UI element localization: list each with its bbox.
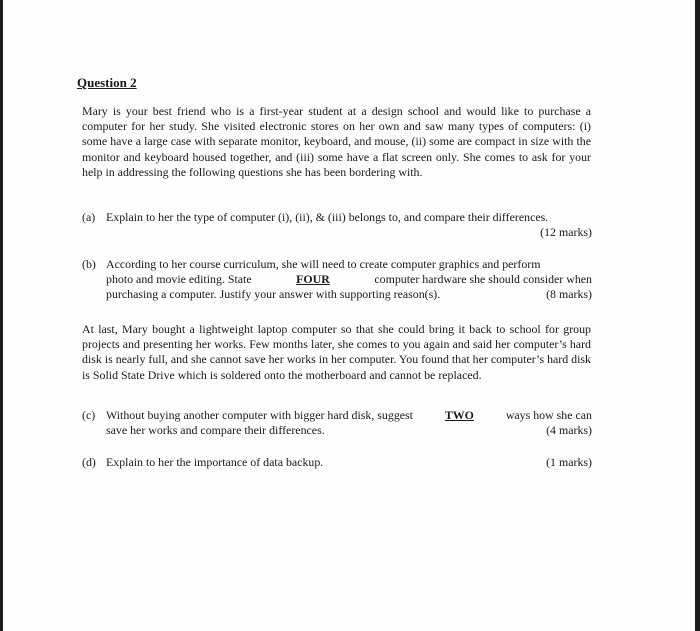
intro-paragraph: Mary is your best friend who is a first-year student at a design school and would like to purchase a computer for her study. She visited electronic stores on her own and saw many types of computers: (i) some have a large case with separate monitor, keyboard, and mouse, (ii) some are compact in size with the monitor and keyboard housed together, and (iii) some have a flat screen only. She comes to ask for your help in addressing the following questions she has been bordering with. [82, 104, 591, 179]
question-b-label: (b) [82, 257, 96, 271]
question-b-emphasis: FOUR [296, 272, 330, 287]
question-b-marks: (8 marks) [546, 287, 592, 302]
question-b-line2: photo and movie editing. State FOUR computer hardware she should consider when [106, 272, 592, 287]
question-d-text: Explain to her the importance of data backup. [106, 455, 324, 469]
question-c-line1: Without buying another computer with bigger hard disk, suggest TWO ways how she can [106, 408, 592, 422]
right-border [695, 0, 700, 631]
question-c-marks: (4 marks) [546, 423, 592, 438]
question-d-label: (d) [82, 455, 96, 469]
question-b-line3: purchasing a computer. Justify your answer with supporting reason(s). (8 marks) [106, 287, 592, 302]
question-d-marks: (1 marks) [546, 455, 592, 469]
document-page [3, 0, 695, 631]
question-heading: Question 2 [77, 75, 137, 90]
question-a-label: (a) [82, 210, 96, 224]
question-a-marks: (12 marks) [540, 225, 592, 240]
question-a-text: Explain to her the type of computer (i), (ii), & (iii) belongs to, and compare their differences. [106, 210, 549, 224]
question-c-line2: save her works and compare their differences. (4 marks) [106, 423, 592, 438]
question-b-line1: According to her course curriculum, she will need to create computer graphics and perform [106, 257, 541, 271]
scenario-paragraph: At last, Mary bought a lightweight laptop computer so that she could bring it back to school for group projects and presenting her works. Few months later, she comes to you again and said her computer’s hard disk is nearly full, and she cannot save her works in her computer. You found that her computer’s hard disk is Solid State Drive which is soldered onto the motherboard and cannot be replaced. [82, 322, 591, 382]
question-c-label: (c) [82, 408, 96, 422]
question-d-line [106, 455, 592, 470]
question-c-emphasis: TWO [444, 408, 474, 422]
